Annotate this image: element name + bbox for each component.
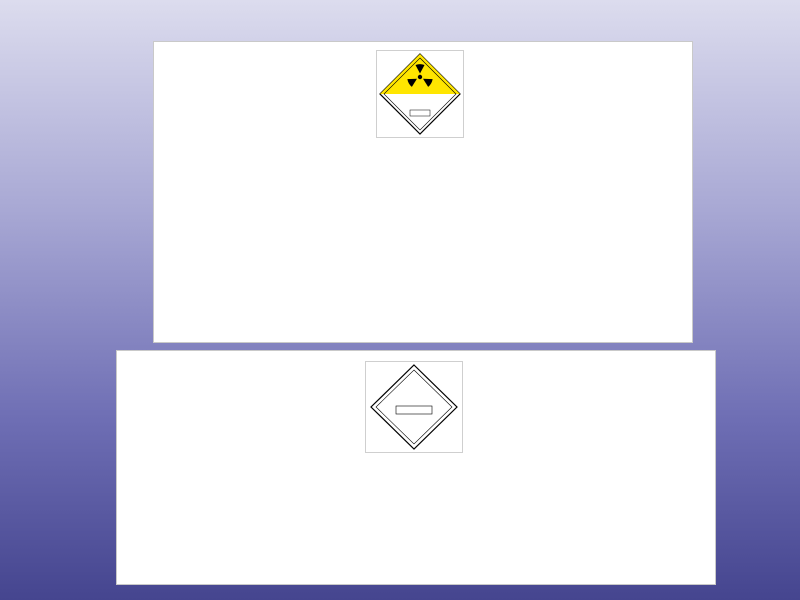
radioactive-sign-7c-image [376,50,464,138]
fissile-sign-7e-image [365,361,463,453]
sign-7c-panel [153,41,693,343]
sign-7e-panel [116,350,716,585]
